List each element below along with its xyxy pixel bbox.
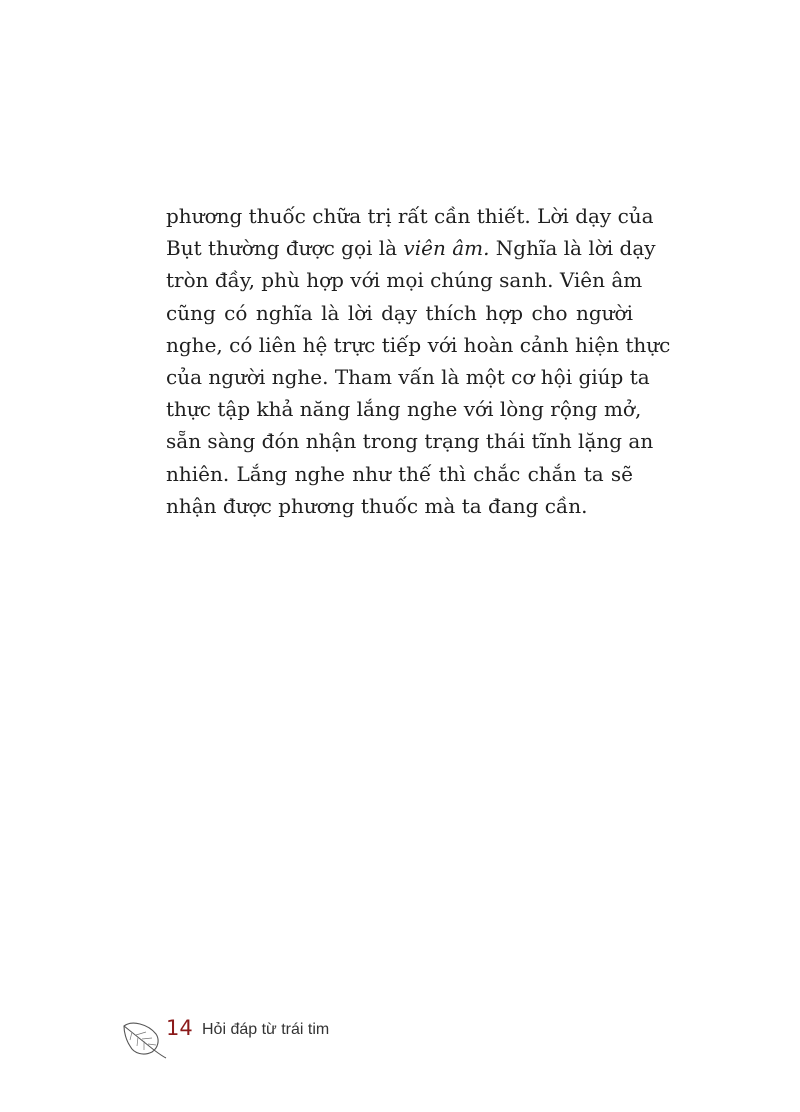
text-line: phương thuốc chữa trị rất cần thiết. Lời dạy của	[166, 204, 654, 228]
text-segment: Nghĩa là lời dạy	[495, 236, 656, 261]
leaf-icon	[118, 1018, 168, 1060]
text-line: thực tập khả năng lắng nghe với lòng rộng mở,	[166, 397, 642, 422]
text-line: nhiên. Lắng nghe như thế thì chắc chắn ta sẽ	[166, 461, 633, 486]
text-line: sẵn sàng đón nhận trong trạng thái tĩnh lặng an	[166, 429, 654, 454]
text-line: nghe, có liên hệ trực tiếp với hoàn cảnh hiện thực	[166, 332, 671, 357]
italic-term: viên âm.	[403, 236, 490, 261]
text-line	[166, 232, 656, 264]
book-title: Hỏi đáp từ trái tim	[202, 1021, 330, 1038]
page-number: 14	[166, 1016, 193, 1040]
page-footer	[118, 1008, 418, 1058]
text-line: nhận được phương thuốc mà ta đang cần.	[166, 493, 588, 518]
text-segment: Bụt thường được gọi là	[166, 236, 398, 261]
body-paragraph	[166, 200, 671, 522]
text-line: của người nghe. Tham vấn là một cơ hội giúp ta	[166, 365, 650, 390]
text-line: cũng có nghĩa là lời dạy thích hợp cho người	[166, 300, 633, 325]
text-line: tròn đầy, phù hợp với mọi chúng sanh. Viên âm	[166, 268, 643, 293]
